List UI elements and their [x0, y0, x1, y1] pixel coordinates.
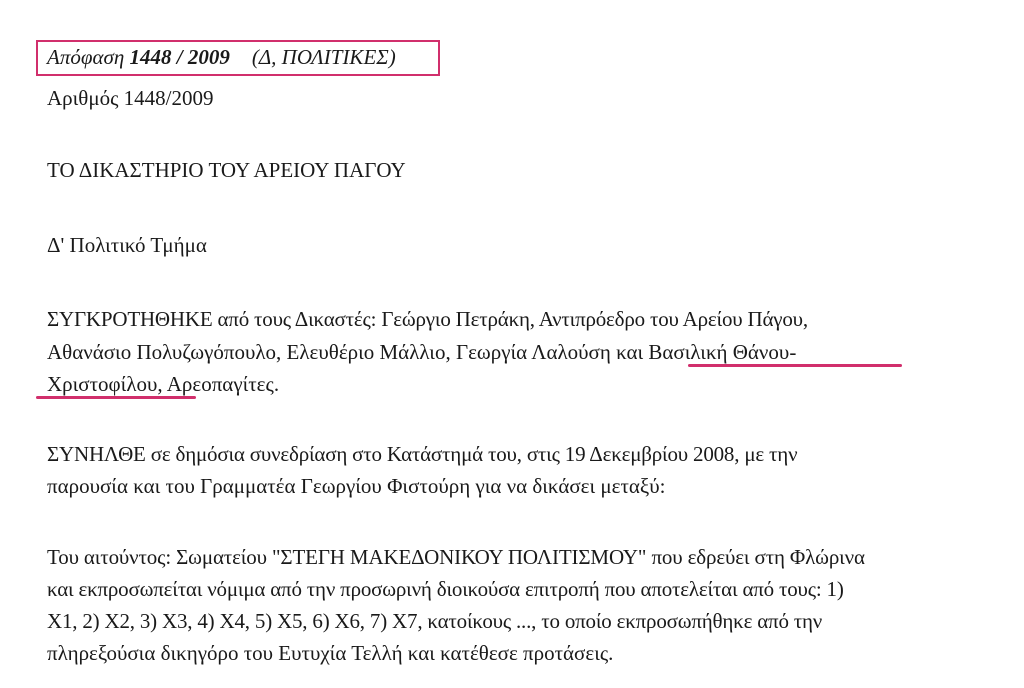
decision-number-line: Αριθμός 1448/2009 [47, 86, 214, 110]
name-underline-mark [36, 396, 196, 399]
decision-word: Απόφαση [47, 45, 125, 69]
decision-number: 1448 / 2009 [129, 45, 230, 69]
session-line: παρουσία και του Γραμματέα Γεωργίου Φιστούρη για να δικάσει μεταξύ: [47, 474, 666, 498]
name-underline-mark [688, 364, 902, 367]
decision-header [47, 43, 396, 71]
session-line: ΣΥΝΗΛΘΕ σε δημόσια συνεδρίαση στο Κατάστημά του, στις 19 Δεκεμβρίου 2008, με την [47, 442, 798, 466]
composition-line: Χριστοφίλου, Αρεοπαγίτες. [47, 372, 280, 396]
court-title: ΤΟ ΔΙΚΑΣΤΗΡΙΟ ΤΟΥ ΑΡΕΙΟΥ ΠΑΓΟΥ [47, 158, 406, 182]
petitioner-line: Του αιτούντος: Σωματείου "ΣΤΕΓΗ ΜΑΚΕΔΟΝΙΚΟΥ ΠΟΛΙΤΙΣΜΟΥ" που εδρεύει στη Φλώρινα [47, 545, 865, 569]
decision-section: (Δ, ΠΟΛΙΤΙΚΕΣ) [251, 45, 396, 69]
petitioner-line: Χ1, 2) Χ2, 3) Χ3, 4) Χ4, 5) Χ5, 6) Χ6, 7) Χ7, κατοίκους ..., το οποίο εκπροσωπήθηκε από την [47, 609, 823, 633]
composition-line: Αθανάσιο Πολυζωγόπουλο, Ελευθέριο Μάλλιο, Γεωργία Λαλούση και Βασιλική Θάνου- [47, 340, 797, 364]
petitioner-line: και εκπροσωπείται νόμιμα από την προσωρινή διοικούσα επιτροπή που αποτελείται από τους: 1) [47, 577, 844, 601]
petitioner-line: πληρεξούσια δικηγόρο του Ευτυχία Τελλή και κατέθεσε προτάσεις. [47, 641, 614, 665]
department-title: Δ' Πολιτικό Τμήμα [47, 233, 207, 257]
composition-line: ΣΥΓΚΡΟΤΗΘΗΚΕ από τους Δικαστές: Γεώργιο Πετράκη, Αντιπρόεδρο του Αρείου Πάγου, [47, 307, 808, 331]
